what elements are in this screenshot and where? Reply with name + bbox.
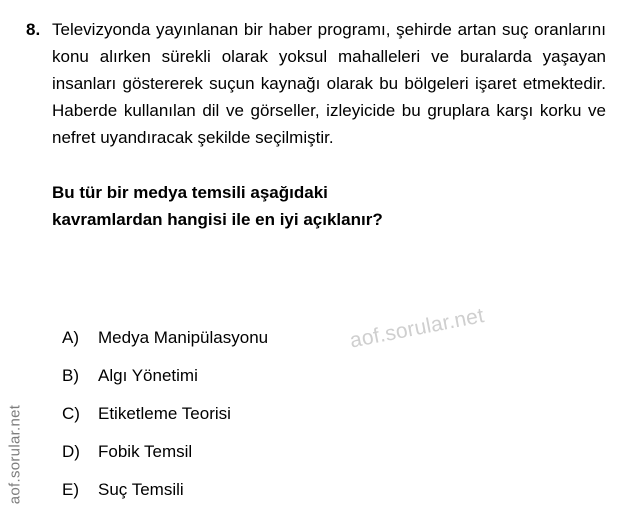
option-a[interactable] [62,328,582,366]
option-d-letter: D) [62,442,80,461]
option-c-text: Etiketleme Teorisi [98,404,231,423]
option-b-text: Algı Yönetimi [98,366,198,385]
options-list [62,328,582,518]
option-d[interactable] [62,442,582,480]
question-block [26,16,606,233]
option-e-text: Suç Temsili [98,480,184,499]
option-b-letter: B) [62,366,79,385]
question-paragraph: Televizyonda yayınlanan bir haber programı, şehirde artan suç oranlarını konu alırken sürekli olarak yoksul mahalleleri ve buralarda yaşayan insanları göstererek suçun kaynağı olarak bu bölgeleri işaret etmektedir. Haberde kullanılan dil ve görseller, izleyicide bu gruplara karşı korku ve nefret uyandıracak şekilde seçilmiştir. [52,20,606,147]
question-row [26,16,606,233]
watermark-center: aof.sorular.net [348,304,486,353]
watermark-left-text: aof.sorular.net [6,404,24,505]
option-b[interactable] [62,366,582,404]
option-d-text: Fobik Temsil [98,442,193,461]
option-e-letter: E) [62,480,79,499]
question-body [52,16,606,233]
option-e[interactable] [62,480,582,518]
question-number: 8. [26,20,41,39]
option-a-text: Medya Manipülasyonu [98,328,269,347]
question-prompt [52,179,606,233]
option-a-letter: A) [62,328,79,347]
question-prompt-line1: Bu tür bir medya temsili aşağıdaki [52,183,328,202]
option-c-letter: C) [62,404,80,423]
watermark-left [0,400,30,526]
question-prompt-line2: kavramlardan hangisi ile en iyi açıklanır? [52,210,383,229]
option-c[interactable] [62,404,582,442]
